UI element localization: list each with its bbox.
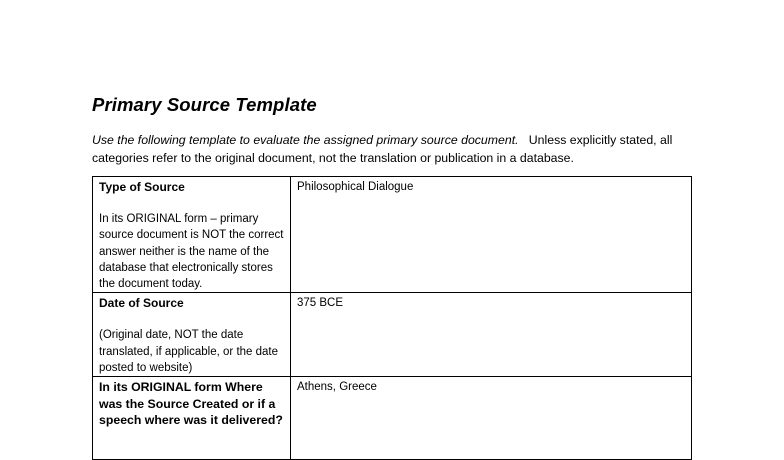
row-label-cell (93, 177, 291, 293)
primary-source-table (92, 176, 692, 460)
row-label-cell (93, 293, 291, 377)
document-title: Primary Source Template (92, 94, 317, 115)
row-value-cell[interactable] (291, 377, 692, 460)
row-label: Type of Source (99, 180, 185, 194)
row-value: Philosophical Dialogue (297, 181, 414, 193)
row-label-cell (93, 377, 291, 460)
row-note: (Original date, NOT the date translated, if applicable, or the date posted to website) (99, 329, 279, 374)
row-value-cell[interactable] (291, 293, 692, 377)
table-row (93, 293, 692, 377)
row-value: Athens, Greece (297, 381, 377, 394)
table-row (93, 177, 692, 293)
table-row (93, 377, 692, 460)
instructions-italic: Use the following template to evaluate the assigned primary source document. (92, 133, 519, 147)
instructions-plain: Unless explicitly stated, all categories refer to the original document, not the translation or publication in a database. (92, 133, 673, 165)
row-note: In its ORIGINAL form – primary source document is NOT the correct answer neither is the name of the database that electronically stores the document today. (99, 213, 284, 291)
row-label: In its ORIGINAL form Where was the Source Created or if a speech where was it delivered? (99, 380, 283, 428)
row-label: Date of Source (99, 296, 184, 311)
instructions-paragraph (92, 131, 702, 167)
row-value: 375 BCE (297, 297, 344, 310)
row-value-cell[interactable] (291, 177, 692, 293)
